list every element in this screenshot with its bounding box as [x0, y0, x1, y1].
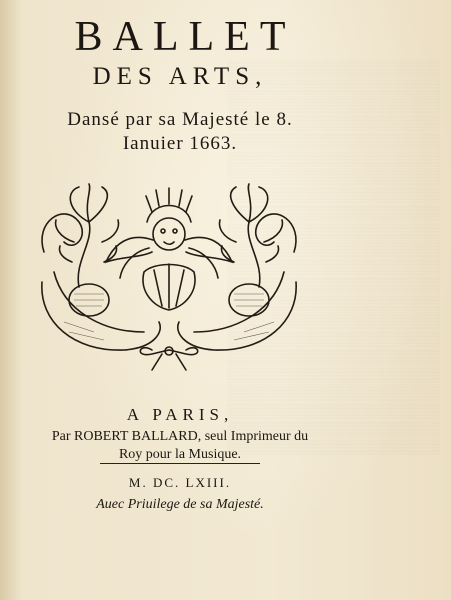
imprint-date: M. DC. LXIII.	[128, 475, 232, 490]
title-subtitle: DES ARTS,	[92, 63, 268, 90]
bleed-through-texture: ▒▒▒▒▒▒▒▒▒▒▒▒▒▒▒▒▒▒▒▒ ▒▒▒▒▒▒▒▒▒▒▒▒▒▒▒▒▒▒▒▒ ▒▒▒▒▒▒▒▒▒▒▒▒▒▒▒▒▒▒▒▒ ▒▒▒▒▒▒▒▒▒▒▒▒▒▒▒▒▒▒▒▒ ▒▒▒▒▒▒▒▒▒▒▒▒▒▒▒▒▒▒▒▒ ▒▒▒▒▒▒▒▒▒▒▒▒▒▒▒▒▒▒▒▒ ▒▒▒▒▒▒▒▒▒▒▒▒▒▒▒▒▒▒▒▒ ▒▒▒▒▒▒▒▒▒▒▒▒▒▒▒▒▒▒▒▒ ▒▒▒▒▒▒▒▒▒▒▒▒▒▒▒▒▒▒▒▒ ▒▒▒▒▒▒▒▒▒▒▒▒▒▒▒▒▒▒▒▒ ▒▒▒▒▒▒▒▒▒▒▒▒▒▒▒▒▒▒▒▒ ▒▒▒▒▒▒▒▒▒▒▒▒▒▒▒▒▒▒▒▒ ▒▒▒▒▒▒▒▒▒▒▒▒▒▒▒▒▒▒▒▒ ▒▒▒▒▒▒▒▒▒▒▒▒▒▒▒▒▒▒▒▒ ▒▒▒▒▒▒▒▒▒▒▒▒▒▒▒▒▒▒▒▒ ▒▒▒▒▒▒▒▒▒▒▒▒▒▒▒▒▒▒▒▒ ▒▒▒▒▒▒▒▒▒▒▒▒▒▒▒▒▒▒▒▒ ▒▒▒▒▒▒▒▒▒▒▒▒▒▒▒▒▒▒▒▒ ▒▒▒▒▒▒▒▒▒▒▒▒▒▒▒▒▒▒▒▒ ▒▒▒▒▒▒▒▒▒▒▒▒▒▒▒▒▒▒▒▒ ▒▒▒▒▒▒▒▒▒▒▒▒▒▒▒▒▒▒▒▒ ▒▒▒▒▒▒▒▒▒▒▒▒▒▒▒▒▒▒▒▒	[227, 61, 440, 455]
title-performance-line: Dansé par sa Majesté le 8.	[67, 109, 293, 130]
imprint-printer	[20, 428, 340, 464]
divider-rule	[100, 463, 260, 464]
woodcut-ornament-icon	[34, 182, 304, 377]
imprint-printer-line1: Par ROBERT BALLARD, seul Imprimeur du	[51, 429, 309, 444]
title-date-line: Ianuier 1663.	[122, 133, 238, 154]
imprint-place: A PARIS,	[126, 405, 234, 424]
imprint-privilege: Auec Priuilege de sa Majesté.	[96, 497, 264, 512]
title-main: BALLET	[74, 14, 296, 60]
imprint-printer-line2: Roy pour la Musique.	[118, 447, 242, 462]
